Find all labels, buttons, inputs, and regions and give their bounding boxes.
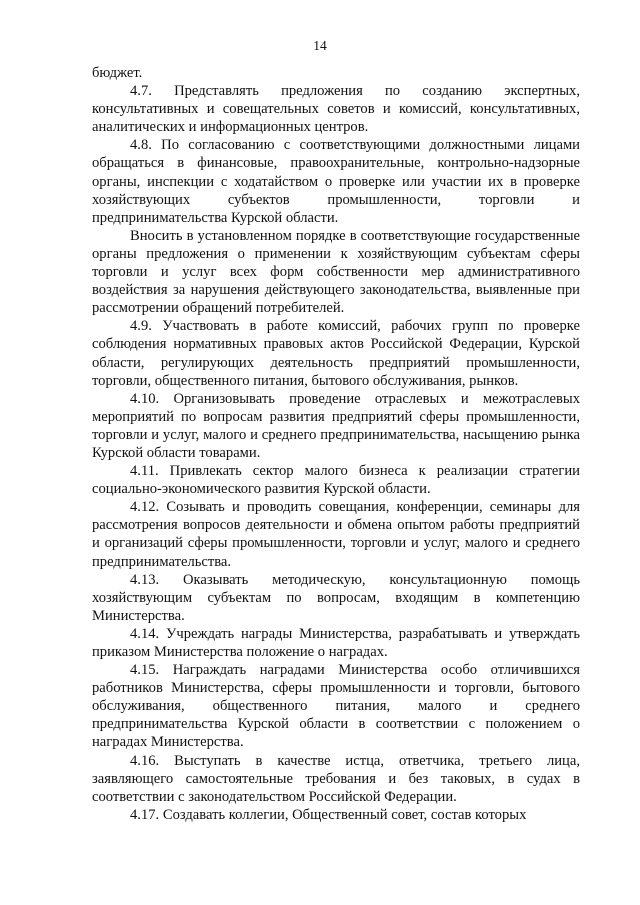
paragraph-4-8: 4.8. По согласованию с соответствующими должностными лицами обращаться в финансовые, правоохранительные, контрольно-надзорные органы, инспекции с ходатайством о проверке или участии их в проверке хозяйствующих субъектов промышленности, торговли и предпринимательства Курской области. xyxy=(92,137,580,226)
paragraph-4-17: 4.17. Создавать коллегии, Общественный совет, состав которых xyxy=(130,806,527,823)
paragraph-4-7: 4.7. Представлять предложения по созданию экспертных, консультативных и совещательных советов и комиссий, консультативных, аналитических и информационных центров. xyxy=(92,83,580,136)
paragraph-4-9: 4.9. Участвовать в работе комиссий, рабочих групп по проверке соблюдения нормативных правовых актов Российской Федерации, Курской области, регулирующих деятельность предприятий промышленности, торговли, общественного питания, бытового обслуживания, рынков. xyxy=(92,318,580,389)
paragraph-4-12: 4.12. Созывать и проводить совещания, конференции, семинары для рассмотрения вопросов деятельности и обмена опытом работы предприятий и организаций сферы промышленности, торговли и услуг, малого и среднего предпринимательства. xyxy=(92,499,580,570)
page-number: 14 xyxy=(313,38,327,53)
paragraph-continuation: бюджет. xyxy=(92,65,143,81)
paragraph-4-13: 4.13. Оказывать методическую, консультационную помощь хозяйствующим субъектам по вопросам, входящим в компетенцию Министерства. xyxy=(92,571,580,624)
paragraph-4-16: 4.16. Выступать в качестве истца, ответчика, третьего лица, заявляющего самостоятельные требования и без таковых, в судах в соответствии с законодательством Российской Федерации. xyxy=(92,752,580,805)
paragraph-4-14: 4.14. Учреждать награды Министерства, разрабатывать и утверждать приказом Министерства положение о наградах. xyxy=(92,625,580,660)
paragraph-4-11: 4.11. Привлекать сектор малого бизнеса к реализации стратегии социально-экономического развития Курской области. xyxy=(92,463,580,498)
paragraph-4-10: 4.10. Организовывать проведение отраслевых и межотраслевых мероприятий по вопросам развития предприятий сферы промышленности, торговли и услуг, малого и среднего предпринимательства, насыщению рынка Курской области товарами. xyxy=(92,390,580,461)
paragraph-4-8-continued: Вносить в установленном порядке в соответствующие государственные органы предложения о применении к хозяйствующим субъектам сферы торговли и услуг всех форм собственности мер административного воздействия за нарушения действующего законодательства, выявленные при рассмотрении обращений потребителей. xyxy=(92,227,580,317)
document-body xyxy=(92,64,580,824)
paragraph-4-15: 4.15. Награждать наградами Министерства особо отличившихся работников Министерства, сферы промышленности и торговли, бытового обслуживания, общественного питания, малого и среднего предпринимательства Курской области в соответствии с положением о наградах Министерства. xyxy=(92,662,580,751)
